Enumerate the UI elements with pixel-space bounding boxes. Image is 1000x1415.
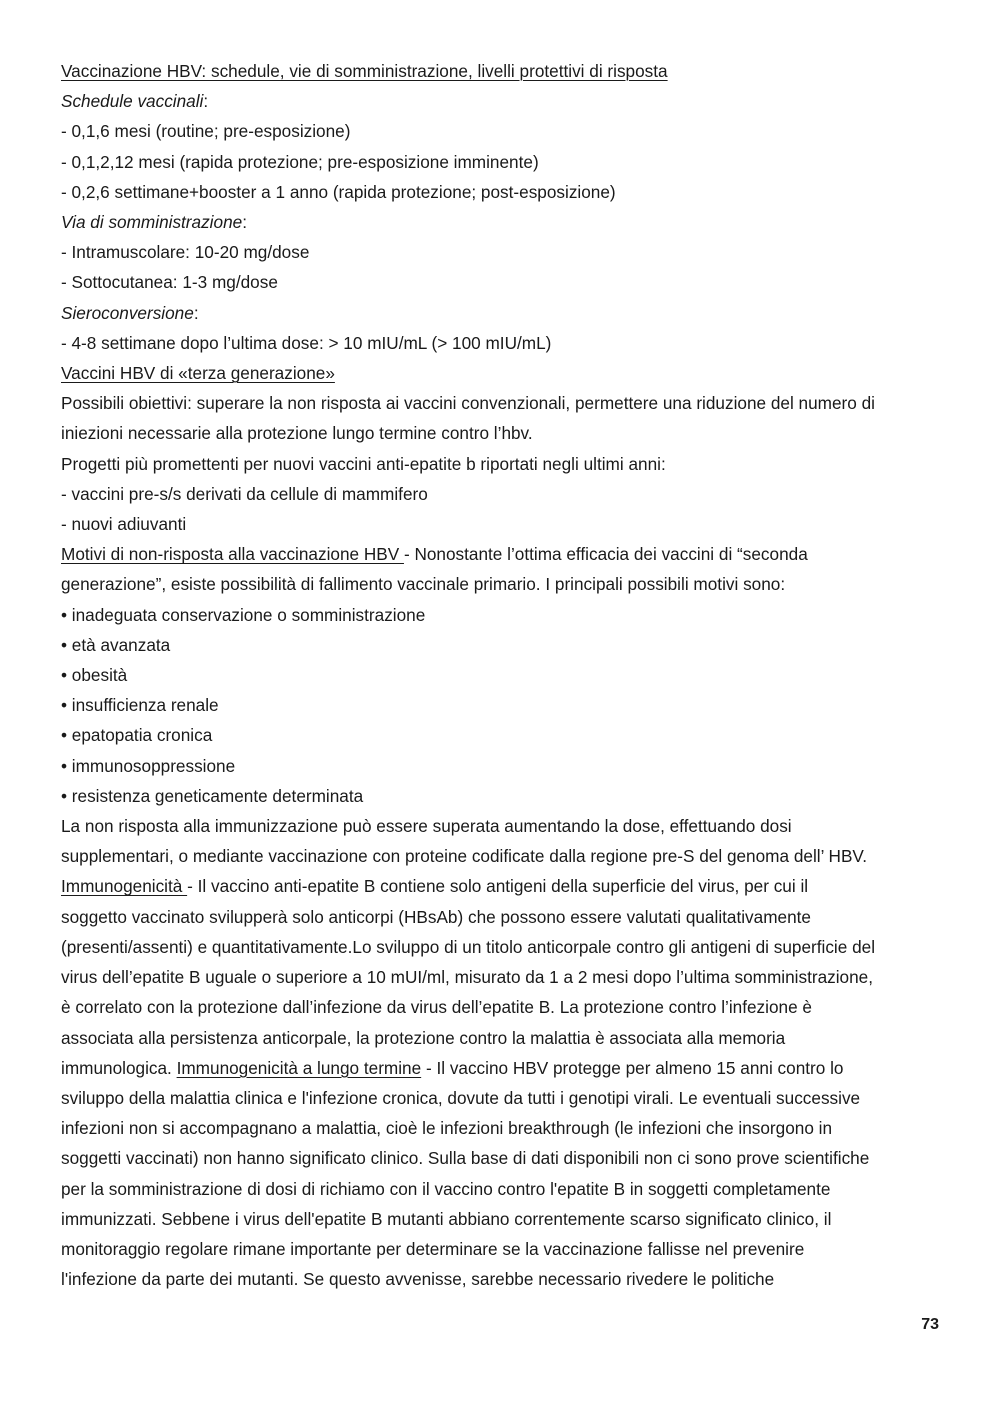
paragraph-line: iniezioni necessarie alla protezione lungo termine contro l’hbv.	[61, 423, 533, 444]
subheading-text: Sieroconversione	[61, 302, 194, 323]
paragraph-line: soggetti vaccinati) non hanno significato clinico. Sulla base di dati disponibili non ci sono prove scientifiche	[61, 1148, 870, 1169]
heading-text: Vaccini HBV di «terza generazione»	[61, 363, 335, 384]
list-item: - 0,1,2,12 mesi (rapida protezione; pre-esposizione imminente)	[61, 151, 539, 172]
list-item: - 0,1,6 mesi (routine; pre-esposizione)	[61, 121, 351, 142]
paragraph-line: virus dell’epatite B uguale o superiore a 10 mUI/ml, misurato da 1 a 2 mesi dopo l’ultima somministrazione,	[61, 967, 874, 988]
paragraph-line: La non risposta alla immunizzazione può essere superata aumentando la dose, effettuando dosi	[61, 816, 792, 837]
list-item: - 4-8 settimane dopo l’ultima dose: > 10 mIU/mL (> 100 mIU/mL)	[61, 332, 552, 353]
bullet-item: • immunosoppressione	[61, 755, 236, 776]
list-item: - Intramuscolare: 10-20 mg/dose	[61, 242, 310, 263]
section-heading-immunogenicity	[61, 871, 941, 901]
paragraph-line: monitoraggio regolare rimane importante per determinare se la vaccinazione fallisse nel prevenire	[61, 1238, 805, 1259]
colon: :	[242, 212, 247, 233]
subheading-text: Via di somministrazione	[61, 212, 243, 233]
heading-text: Motivi di non-risposta alla vaccinazione HBV	[61, 544, 404, 565]
bullet-item: • inadeguata conservazione o somministrazione	[61, 604, 426, 625]
subheading-route	[61, 207, 941, 237]
section-heading-non-response	[61, 539, 941, 569]
paragraph-line: l'infezione da parte dei mutanti. Se questo avvenisse, sarebbe necessario rivedere le politiche	[61, 1269, 775, 1290]
colon: :	[193, 302, 199, 323]
paragraph-line: Progetti più promettenti per nuovi vaccini anti-epatite b riportati negli ultimi anni:	[61, 453, 666, 474]
bullet-item: • obesità	[61, 665, 128, 686]
paragraph-line: è correlato con la protezione dall’infezione da virus dell’epatite B. La protezione contro l’infezione è	[61, 997, 812, 1018]
list-item: - nuovi adiuvanti	[61, 514, 187, 535]
subheading-text: Schedule vaccinali	[61, 91, 204, 112]
page-number: 73	[921, 1316, 939, 1333]
colon: :	[203, 91, 209, 112]
section-heading-hbv-vaccination	[61, 56, 941, 86]
heading-text: Immunogenicità	[61, 876, 188, 897]
heading-long-term-immunogenicity: Immunogenicità a lungo termine	[176, 1057, 422, 1078]
subheading-schedule	[61, 86, 941, 116]
paragraph-line: generazione”, esiste possibilità di fallimento vaccinale primario. I principali possibili motivi sono:	[61, 574, 786, 595]
paragraph-text: - Nonostante l’ottima efficacia dei vaccini di “seconda	[403, 544, 808, 565]
paragraph-text: immunologica.	[61, 1057, 177, 1078]
list-item: - 0,2,6 settimane+booster a 1 anno (rapida protezione; post-esposizione)	[61, 181, 616, 202]
bullet-item: • insufficienza renale	[61, 695, 219, 716]
bullet-item: • epatopatia cronica	[61, 725, 213, 746]
paragraph-line: immunizzati. Sebbene i virus dell'epatite B mutanti abbiano correntemente scarso significato clinico, il	[61, 1208, 832, 1229]
paragraph-line: (presenti/assenti) e quantitativamente.Lo sviluppo di un titolo anticorpale contro gli antigeni di superficie del	[61, 936, 876, 957]
paragraph-line: Possibili obiettivi: superare la non risposta ai vaccini convenzionali, permettere una riduzione del numero di	[61, 393, 875, 414]
paragraph-line: per la somministrazione di dosi di richiamo con il vaccino contro l'epatite B in soggetti completamente	[61, 1178, 831, 1199]
paragraph-line-with-heading	[61, 1053, 941, 1083]
page-body	[61, 56, 941, 1294]
subheading-seroconversion	[61, 298, 941, 328]
paragraph-line: infezioni non si accompagnano a malattia, cioè le infezioni breakthrough (le infezioni che insorgono in	[61, 1118, 833, 1139]
list-item: - Sottocutanea: 1-3 mg/dose	[61, 272, 278, 293]
bullet-item: • resistenza geneticamente determinata	[61, 785, 364, 806]
paragraph-line: associata alla persistenza anticorpale, la protezione contro la malattia è associata alla memoria	[61, 1027, 786, 1048]
paragraph-line: supplementari, o mediante vaccinazione con proteine codificate dalla regione pre-S del genoma dell’ HBV.	[61, 846, 868, 867]
paragraph-line: soggetto vaccinato svilupperà solo anticorpi (HBsAb) che possono essere valutati qualitativamente	[61, 906, 811, 927]
paragraph-line: sviluppo della malattia clinica e l'infezione cronica, dovute da tutti i genotipi virali. Le eventuali successive	[61, 1087, 861, 1108]
list-item: - vaccini pre-s/s derivati da cellule di mammifero	[61, 483, 428, 504]
paragraph-text: - Il vaccino anti-epatite B contiene solo antigeni della superficie del virus, per cui il	[187, 876, 809, 897]
section-heading-third-gen	[61, 358, 941, 388]
bullet-item: • età avanzata	[61, 634, 171, 655]
heading-text: Vaccinazione HBV: schedule, vie di somministrazione, livelli protettivi di risposta	[61, 61, 668, 81]
paragraph-text: - Il vaccino HBV protegge per almeno 15 anni contro lo	[421, 1057, 844, 1078]
